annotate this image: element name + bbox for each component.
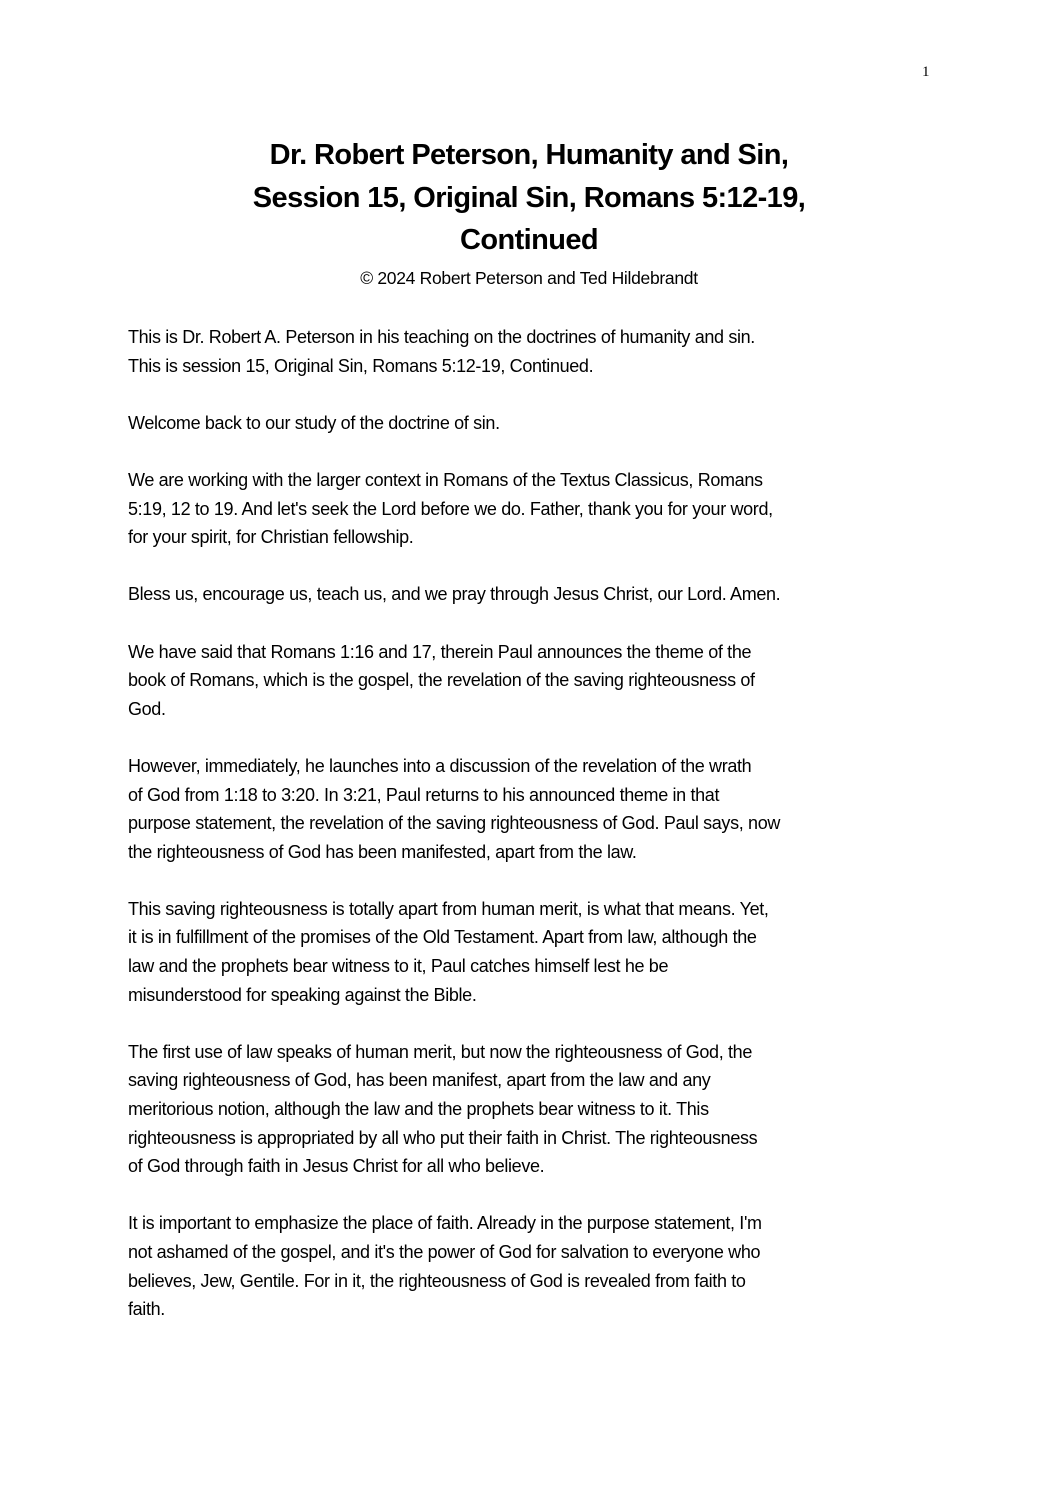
text-line: This is session 15, Original Sin, Romans 5:12-19, Continued. xyxy=(128,355,594,376)
document-body xyxy=(128,323,938,1352)
text-line: of God from 1:18 to 3:20. In 3:21, Paul returns to his announced theme in that xyxy=(128,784,720,805)
text-line: This saving righteousness is totally apart from human merit, is what that means. Yet, xyxy=(128,898,769,919)
text-line: not ashamed of the gospel, and it's the power of God for salvation to everyone who xyxy=(128,1242,761,1262)
text-line: However, immediately, he launches into a discussion of the revelation of the wrath xyxy=(128,755,752,776)
text-line: We are working with the larger context in Romans of the Textus Classicus, Romans xyxy=(128,469,763,490)
text-line: book of Romans, which is the gospel, the revelation of the saving righteousness of xyxy=(128,670,755,691)
copyright-line: © 2024 Robert Peterson and Ted Hildebrandt xyxy=(360,268,698,288)
paragraph xyxy=(128,409,938,438)
title-line: Session 15, Original Sin, Romans 5:12-19, xyxy=(252,181,806,214)
text-line: misunderstood for speaking against the Bible. xyxy=(128,984,477,1005)
text-line: of God through faith in Jesus Christ for all who believe. xyxy=(128,1156,545,1177)
paragraph xyxy=(128,895,938,1009)
text-line: it is in fulfillment of the promises of the Old Testament. Apart from law, although the xyxy=(128,927,757,948)
paragraph xyxy=(128,466,938,552)
text-line: meritorious notion, although the law and the prophets bear witness to it. This xyxy=(128,1099,709,1120)
text-line: The first use of law speaks of human merit, but now the righteousness of God, the xyxy=(128,1041,752,1062)
title-line: Dr. Robert Peterson, Humanity and Sin, xyxy=(269,139,789,171)
text-line: for your spirit, for Christian fellowship. xyxy=(128,527,414,548)
text-line: Bless us, encourage us, teach us, and we pray through Jesus Christ, our Lord. Amen. xyxy=(128,584,781,605)
document-title xyxy=(0,134,1058,262)
paragraph xyxy=(128,1038,938,1181)
text-line: purpose statement, the revelation of the saving righteousness of God. Paul says, now xyxy=(128,813,780,834)
text-line: We have said that Romans 1:16 and 17, therein Paul announces the theme of the xyxy=(128,641,752,662)
text-line: believes, Jew, Gentile. For in it, the righteousness of God is revealed from faith to xyxy=(128,1270,746,1291)
text-line: righteousness is appropriated by all who put their faith in Christ. The righteousness xyxy=(128,1127,758,1148)
paragraph xyxy=(128,580,938,609)
paragraph xyxy=(128,752,938,866)
text-line: This is Dr. Robert A. Peterson in his teaching on the doctrines of humanity and sin. xyxy=(128,327,755,347)
text-line: the righteousness of God has been manifested, apart from the law. xyxy=(128,841,637,862)
text-line: 5:19, 12 to 19. And let's seek the Lord before we do. Father, thank you for your word, xyxy=(128,498,773,519)
text-line: saving righteousness of God, has been manifest, apart from the law and any xyxy=(128,1070,711,1091)
paragraph xyxy=(128,1209,938,1323)
text-line: law and the prophets bear witness to it, Paul catches himself lest he be xyxy=(128,956,669,977)
text-line: Welcome back to our study of the doctrine of sin. xyxy=(128,412,500,433)
text-line: God. xyxy=(128,698,166,719)
title-line: Continued xyxy=(460,224,598,256)
paragraph xyxy=(128,638,938,724)
text-line: It is important to emphasize the place of faith. Already in the purpose statement, I'm xyxy=(128,1213,762,1234)
page-number: 1 xyxy=(922,64,930,80)
paragraph xyxy=(128,323,938,380)
text-line: faith. xyxy=(128,1299,165,1320)
